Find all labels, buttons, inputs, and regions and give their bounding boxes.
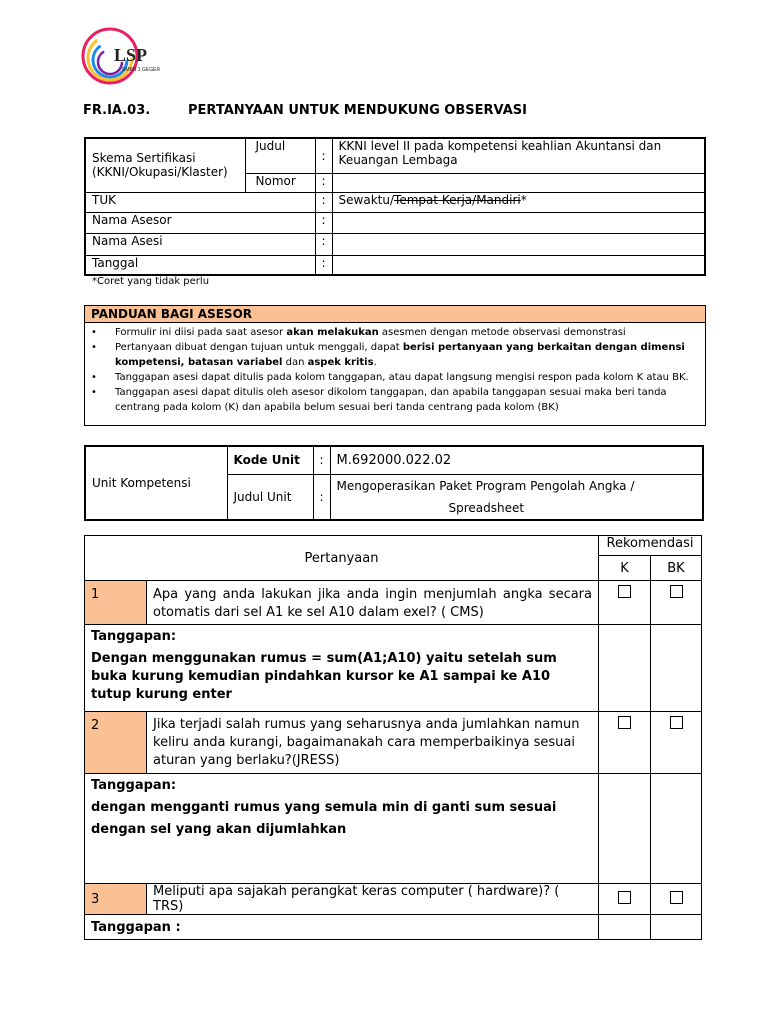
judul-label: Judul: [245, 138, 315, 173]
bk-checkbox-cell: [651, 712, 702, 774]
asesi-value[interactable]: [332, 233, 705, 255]
bk-checkbox-cell: [651, 581, 702, 625]
schema-table: [84, 137, 706, 276]
answer-text: dengan mengganti rumus yang semula min di ganti sum sesuai dengan sel yang akan dijumlahkan: [91, 800, 557, 837]
k-checkbox[interactable]: [618, 891, 631, 904]
k-header: K: [599, 556, 651, 581]
colon: :: [313, 446, 330, 474]
strike-note: *Coret yang tidak perlu: [92, 276, 210, 287]
asesor-value[interactable]: [332, 212, 705, 233]
judul-unit-label: Judul Unit: [227, 474, 313, 520]
bk-checkbox-cell: [651, 884, 702, 915]
guide-item: • Pertanyaan dibuat dengan tujuan untuk menggali, dapat berisi pertanyaan yang berkaitan dengan dimensi kompetensi, batasan variabel dan aspek kritis.: [85, 340, 697, 370]
bk-checkbox[interactable]: [670, 585, 683, 598]
skema-label: Skema Sertifikasi (KKNI/Okupasi/Klaster): [85, 138, 245, 192]
guide-item: • Formulir ini diisi pada saat asesor akan melakukan asesmen dengan metode observasi demonstrasi: [85, 325, 697, 340]
question-text: Meliputi apa sajakah perangkat keras computer ( hardware)? ( TRS): [147, 884, 599, 915]
k-checkbox-cell: [599, 712, 651, 774]
tanggapan-label: Tanggapan:: [91, 629, 177, 644]
judul-unit-value: Mengoperasikan Paket Program Pengolah Angka / Spreadsheet: [330, 474, 703, 520]
colon: :: [315, 255, 332, 275]
unit-label: Unit Kompetensi: [85, 446, 227, 520]
lsp-logo: [80, 25, 166, 87]
tanggapan-label: Tanggapan :: [91, 919, 181, 935]
tuk-value: Sewaktu/Tempat Kerja/Mandiri*: [332, 192, 705, 212]
k-checkbox[interactable]: [618, 716, 631, 729]
question-number: 2: [85, 712, 147, 774]
answer-text: Dengan menggunakan rumus = sum(A1;A10) yaitu setelah sum buka kurung kemudian pindahkan kursor ke A1 sampai ke A10 tutup kurung enter: [91, 651, 557, 702]
pertanyaan-header: Pertanyaan: [85, 536, 599, 581]
question-number: 3: [85, 884, 147, 915]
rekomendasi-header: Rekomendasi: [599, 536, 702, 556]
answer-cell: [85, 625, 599, 712]
colon: :: [315, 173, 332, 192]
bk-empty-cell: [651, 774, 702, 884]
questions-table: [84, 535, 702, 940]
tuk-label: TUK: [85, 192, 315, 212]
bk-checkbox[interactable]: [670, 716, 683, 729]
bk-checkbox[interactable]: [670, 891, 683, 904]
guide-heading: PANDUAN BAGI ASESOR: [85, 306, 705, 323]
nomor-label: Nomor: [245, 173, 315, 192]
tanggapan-label: Tanggapan:: [91, 778, 177, 793]
colon: :: [313, 474, 330, 520]
tanggal-value[interactable]: [332, 255, 705, 275]
k-checkbox-cell: [599, 581, 651, 625]
colon: :: [315, 233, 332, 255]
bk-header: BK: [651, 556, 702, 581]
colon: :: [315, 138, 332, 173]
judul-value: KKNI level II pada kompetensi keahlian Akuntansi dan Keuangan Lembaga: [332, 138, 705, 173]
kode-label: Kode Unit: [227, 446, 313, 474]
colon: :: [315, 212, 332, 233]
svg-text:LSP: LSP: [114, 45, 148, 65]
question-number: 1: [85, 581, 147, 625]
svg-text:SMKN 1 GEGER: SMKN 1 GEGER: [122, 67, 161, 73]
guide-box: [84, 305, 706, 426]
asesor-label: Nama Asesor: [85, 212, 315, 233]
k-empty-cell: [599, 915, 651, 940]
k-empty-cell: [599, 774, 651, 884]
bk-empty-cell: [651, 625, 702, 712]
k-checkbox-cell: [599, 884, 651, 915]
bk-empty-cell: [651, 915, 702, 940]
colon: :: [315, 192, 332, 212]
form-code: FR.IA.03.: [83, 103, 151, 118]
guide-list: [85, 325, 705, 415]
answer-cell: [85, 915, 599, 940]
k-checkbox[interactable]: [618, 585, 631, 598]
tanggal-label: Tanggal: [85, 255, 315, 275]
question-text: Jika terjadi salah rumus yang seharusnya anda jumlahkan namun keliru anda kurangi, bagaimanakah cara memperbaikinya sesuai aturan yang berlaku?(JRESS): [147, 712, 599, 774]
asesi-label: Nama Asesi: [85, 233, 315, 255]
guide-item: • Tanggapan asesi dapat ditulis oleh asesor dikolom tanggapan, dan apabila tanggapan sesuai maka beri tanda centrang pada kolom (K) dan apabila belum sesuai beri tanda centrang pada kolom (BK): [85, 385, 697, 415]
k-empty-cell: [599, 625, 651, 712]
question-text: Apa yang anda lakukan jika anda ingin menjumlah angka secara otomatis dari sel A1 ke sel A10 dalam exel? ( CMS): [147, 581, 599, 625]
answer-cell: [85, 774, 599, 884]
nomor-value[interactable]: [332, 173, 705, 192]
guide-item: • Tanggapan asesi dapat ditulis pada kolom tanggapan, atau dapat langsung mengisi respon pada kolom K atau BK.: [85, 370, 697, 385]
unit-table: [84, 445, 704, 521]
kode-value: M.692000.022.02: [330, 446, 703, 474]
form-title: PERTANYAAN UNTUK MENDUKUNG OBSERVASI: [188, 103, 527, 118]
